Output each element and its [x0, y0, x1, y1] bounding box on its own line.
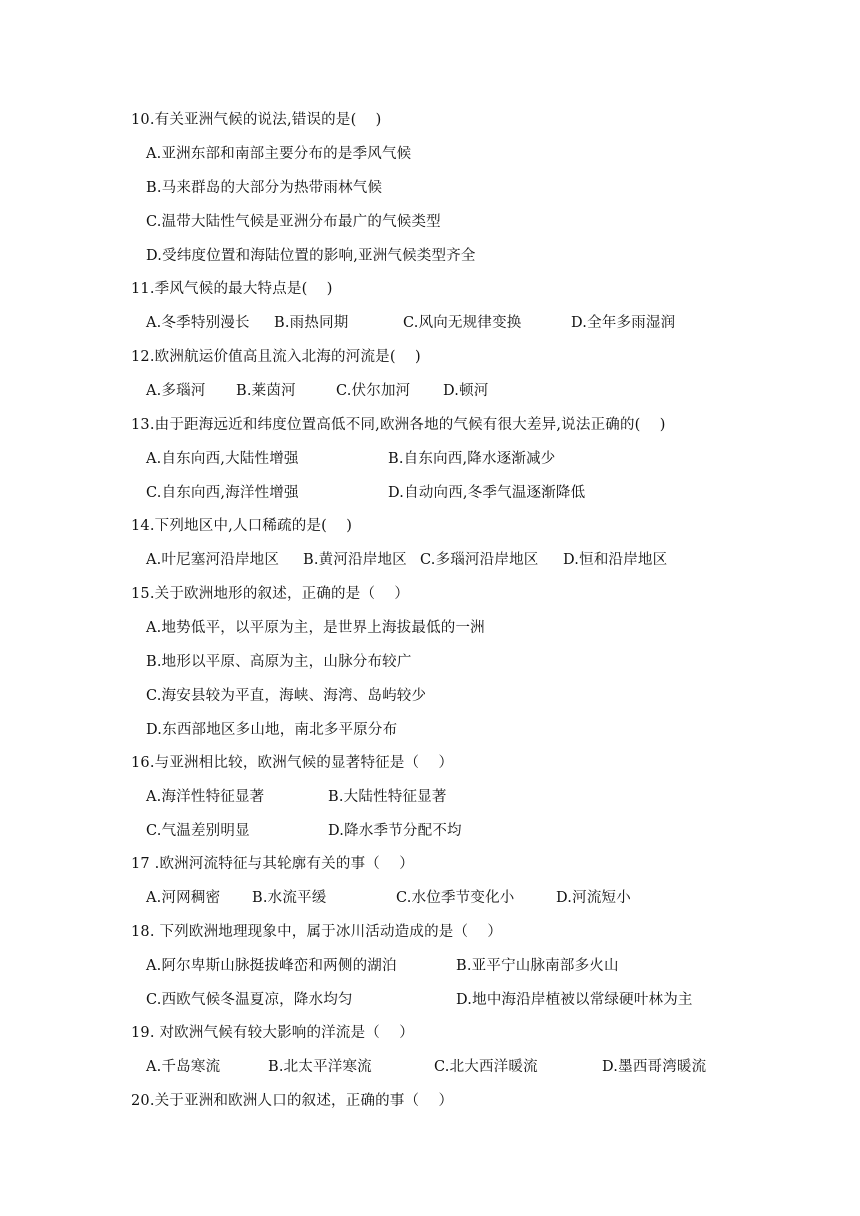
question-13-options-row-2	[0, 481, 860, 505]
question-10-option-d: D.受纬度位置和海陆位置的影响,亚洲气候类型齐全	[146, 248, 476, 264]
question-13-option-b: B.自东向西,降水逐渐减少	[388, 451, 556, 467]
question-14-stem: 14.下列地区中,人口稀疏的是( )	[131, 518, 353, 534]
question-14-option-b: B.黄河沿岸地区	[303, 552, 407, 568]
question-11-option-a: A.冬季特别漫长	[146, 315, 250, 331]
question-18-option-d: D.地中海沿岸植被以常绿硬叶林为主	[456, 992, 693, 1008]
question-10-option-b: B.马来群岛的大部分为热带雨林气候	[146, 180, 383, 196]
question-14-options	[0, 548, 860, 572]
question-18-options-row-1	[0, 954, 860, 978]
question-11-option-c: C.风向无规律变换	[403, 315, 522, 331]
question-19-stem: 19. 对欧洲气候有较大影响的洋流是（ ）	[131, 1025, 414, 1041]
question-19-option-d: D.墨西哥湾暖流	[602, 1059, 707, 1075]
question-17-stem: 17 .欧洲河流特征与其轮廓有关的事（ ）	[131, 856, 414, 872]
question-20-stem: 20.关于亚洲和欧洲人口的叙述，正确的事（ ）	[131, 1093, 454, 1109]
question-17-options	[0, 886, 860, 910]
question-15-stem: 15.关于欧洲地形的叙述，正确的是（ ）	[131, 586, 410, 602]
question-13-options-row-1	[0, 447, 860, 471]
question-18-stem: 18. 下列欧洲地理现象中，属于冰川活动造成的是（ ）	[131, 924, 503, 940]
question-19-options	[0, 1055, 860, 1079]
question-17-option-b: B.水流平缓	[252, 890, 327, 906]
question-18-option-b: B.亚平宁山脉南部多火山	[456, 958, 619, 974]
question-16-stem: 16.与亚洲相比较，欧洲气候的显著特征是（ ）	[131, 755, 454, 771]
question-18-option-a: A.阿尔卑斯山脉挺拔峰峦和两侧的湖泊	[146, 958, 397, 974]
question-12-option-d: D.顿河	[443, 383, 489, 399]
question-10-stem: 10.有关亚洲气候的说法,错误的是( )	[131, 112, 382, 128]
question-13-option-a: A.自东向西,大陆性增强	[146, 451, 299, 467]
question-10-option-c: C.温带大陆性气候是亚洲分布最广的气候类型	[146, 214, 441, 230]
question-10-option-a: A.亚洲东部和南部主要分布的是季风气候	[146, 146, 412, 162]
question-15-option-c: C.海安县较为平直，海峡、海湾、岛屿较少	[146, 688, 427, 704]
question-11-stem: 11.季风气候的最大特点是( )	[131, 281, 333, 297]
question-16-options-row-1	[0, 785, 860, 809]
question-13-option-d: D.自动向西,冬季气温逐渐降低	[388, 485, 586, 501]
question-12-options	[0, 379, 860, 403]
question-11-options	[0, 311, 860, 335]
question-11-option-d: D.全年多雨湿润	[571, 315, 676, 331]
question-12-option-a: A.多瑙河	[146, 383, 206, 399]
question-16-option-b: B.大陆性特征显著	[328, 789, 447, 805]
question-19-option-b: B.北太平洋寒流	[268, 1059, 372, 1075]
question-13-option-c: C.自东向西,海洋性增强	[146, 485, 299, 501]
question-17-option-a: A.河网稠密	[146, 890, 221, 906]
question-18-option-c: C.西欧气候冬温夏凉，降水均匀	[146, 992, 353, 1008]
question-15-option-b: B.地形以平原、高原为主，山脉分布较广	[146, 654, 412, 670]
question-12-option-c: C.伏尔加河	[336, 383, 411, 399]
question-15-option-d: D.东西部地区多山地，南北多平原分布	[146, 722, 398, 738]
question-19-option-a: A.千岛寒流	[146, 1059, 221, 1075]
question-16-option-d: D.降水季节分配不均	[328, 823, 462, 839]
question-11-option-b: B.雨热同期	[274, 315, 349, 331]
question-13-stem: 13.由于距海远近和纬度位置高低不同,欧洲各地的气候有很大差异,说法正确的( )	[131, 417, 666, 433]
question-16-option-a: A.海洋性特征显著	[146, 789, 265, 805]
question-14-option-d: D.恒和沿岸地区	[563, 552, 668, 568]
question-18-options-row-2	[0, 988, 860, 1012]
question-16-options-row-2	[0, 819, 860, 843]
question-16-option-c: C.气温差别明显	[146, 823, 250, 839]
question-14-option-c: C.多瑙河沿岸地区	[420, 552, 539, 568]
question-12-option-b: B.莱茵河	[236, 383, 296, 399]
question-12-stem: 12.欧洲航运价值高且流入北海的河流是( )	[131, 349, 421, 365]
question-15-option-a: A.地势低平，以平原为主，是世界上海拔最低的一洲	[146, 620, 485, 636]
question-14-option-a: A.叶尼塞河沿岸地区	[146, 552, 280, 568]
question-17-option-c: C.水位季节变化小	[396, 890, 515, 906]
question-19-option-c: C.北大西洋暖流	[434, 1059, 538, 1075]
question-17-option-d: D.河流短小	[556, 890, 631, 906]
